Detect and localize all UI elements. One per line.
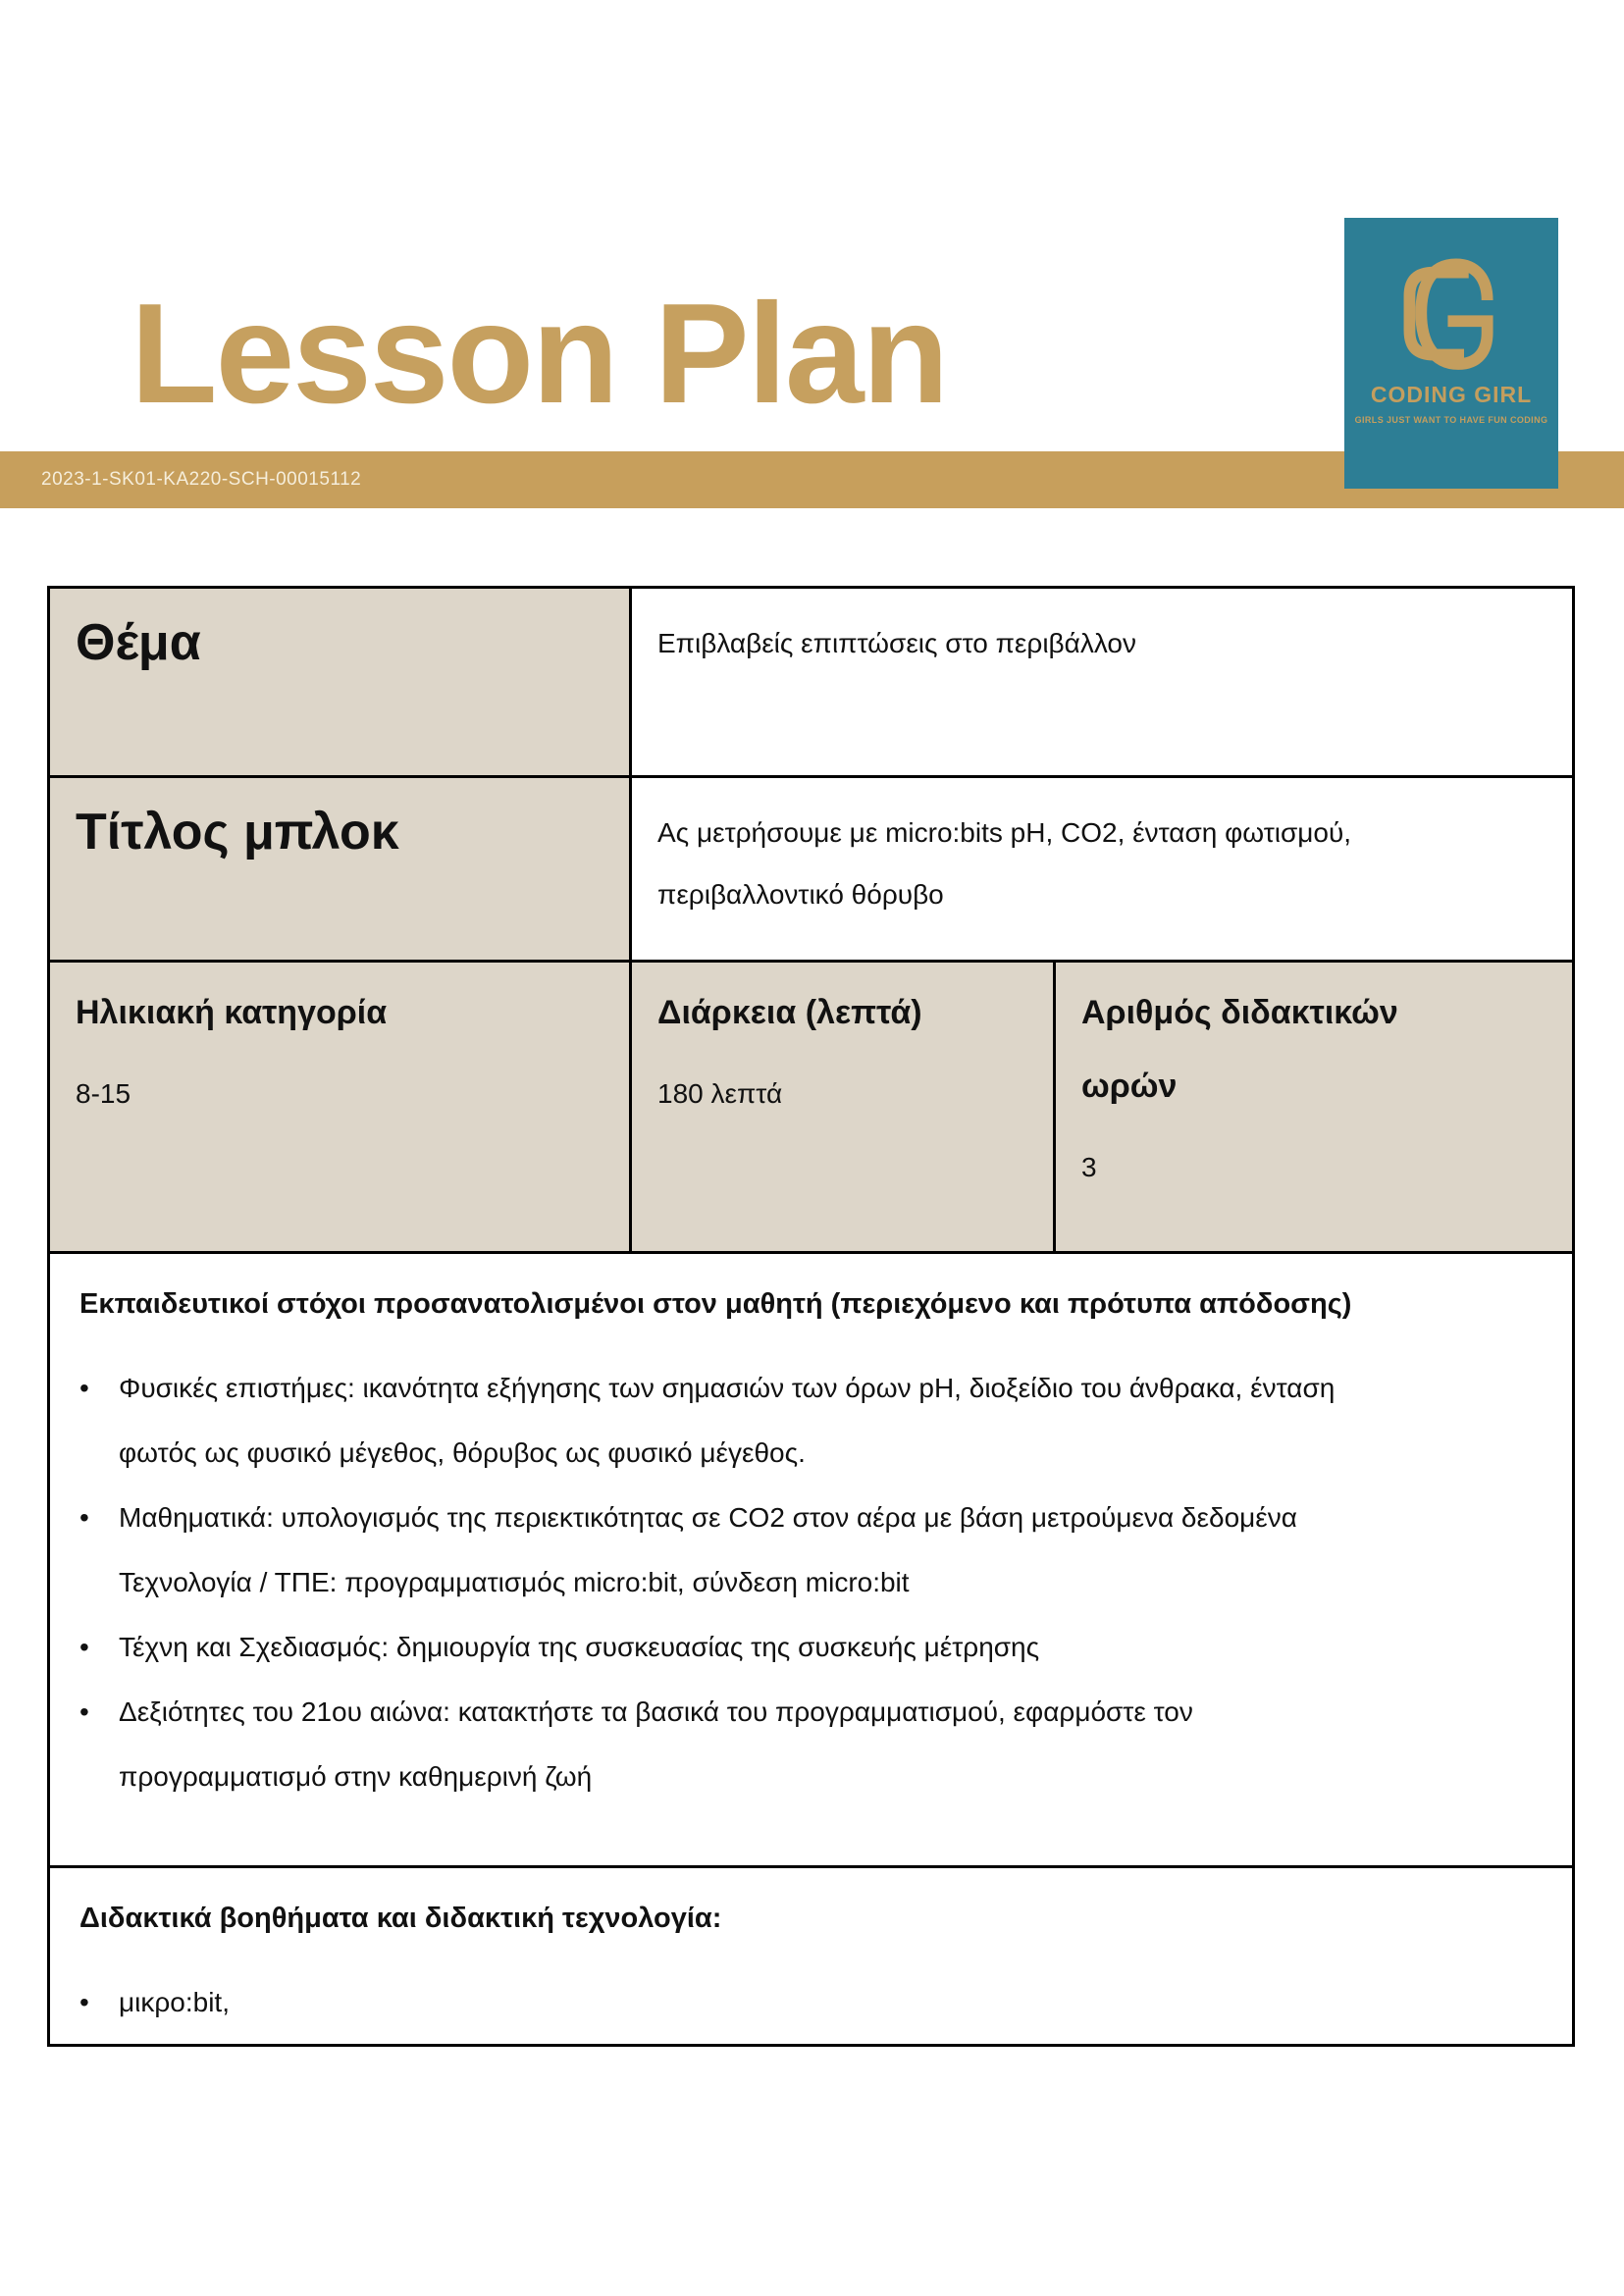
table-row-aids [50,1868,1572,2044]
duration-value: 180 λεπτά [657,1077,783,1109]
logo-name: CODING GIRL [1370,382,1533,407]
project-code: 2023-1-SK01-KA220-SCH-00015112 [41,469,362,490]
objective-text: Δεξιότητες του 21ου αιώνα: κατακτήστε τα βασικά του προγραμματισμού, εφαρμόστε τον προγραμματισμό στην καθημερινή ζωή [119,1696,1193,1793]
list-item [79,1970,1543,2035]
teaching-hours-cell [1053,963,1572,1251]
list-item [79,1680,1543,1809]
topic-value-cell [629,589,1572,775]
lesson-plan-table [47,586,1575,2047]
objective-text: Μαθηματικά: υπολογισμός της περιεκτικότητας σε CO2 στον αέρα με βάση μετρούμενα δεδομένα Τεχνολογία / ΤΠΕ: προγραμματισμός micro:bit, σύνδεση micro:bit [119,1502,1297,1598]
bullet-icon: • [79,1502,89,1534]
bullet-icon: • [79,1373,89,1403]
topic-label: Θέμα [76,614,201,671]
objectives-list [79,1356,1543,1810]
duration-label: Διάρκεια (λεπτά) [657,994,922,1031]
teaching-hours-label: Αριθμός διδακτικών ωρών [1081,994,1398,1105]
topic-label-cell [50,589,629,775]
aids-list [79,1970,1543,2035]
gc-monogram-icon [1386,249,1517,377]
block-title-label-cell [50,778,629,960]
block-title-value-cell [629,778,1572,960]
teaching-hours-value: 3 [1081,1151,1097,1182]
objective-text: Φυσικές επιστήμες: ικανότητα εξήγησης των σημασιών των όρων pH, διοξείδιο του άνθρακα, ένταση φωτός ως φυσικό μέγεθος, θόρυβος ως φυσικό μέγεθος. [119,1373,1336,1469]
objectives-heading: Εκπαιδευτικοί στόχοι προσανατολισμένοι στον μαθητή (περιεχόμενο και πρότυπα απόδοσης) [79,1288,1352,1320]
table-row-meta [50,963,1572,1254]
topic-value: Επιβλαβείς επιπτώσεις στο περιβάλλον [657,628,1136,658]
bullet-icon: • [79,1987,89,2017]
aids-heading: Διδακτικά βοηθήματα και διδακτική τεχνολογία: [79,1903,722,1934]
block-title-value: Ας μετρήσουμε με micro:bits pH, CO2, ένταση φωτισμού, περιβαλλοντικό θόρυβο [657,817,1352,910]
objectives-cell [50,1254,1572,1865]
table-row-topic [50,589,1572,778]
page-title: Lesson Plan [131,274,948,433]
list-item [79,1356,1543,1486]
bullet-icon: • [79,1632,89,1663]
list-item [79,1615,1543,1680]
table-row-objectives [50,1254,1572,1868]
duration-cell [629,963,1053,1251]
table-row-block-title [50,778,1572,963]
objective-text: Τέχνη και Σχεδιασμός: δημιουργία της συσκευασίας της συσκευής μέτρησης [119,1632,1040,1663]
list-item [79,1486,1543,1615]
aid-text: μικρο:bit, [119,1987,230,2017]
age-category-label: Ηλικιακή κατηγορία [76,994,388,1031]
logo-tagline: GIRLS JUST WANT TO HAVE FUN CODING [1354,415,1548,425]
age-category-cell [50,963,629,1251]
coding-girl-logo [1344,218,1558,489]
aids-cell [50,1868,1572,2044]
bullet-icon: • [79,1696,89,1728]
block-title-label: Τίτλος μπλοκ [76,804,399,861]
age-category-value: 8-15 [76,1077,131,1109]
